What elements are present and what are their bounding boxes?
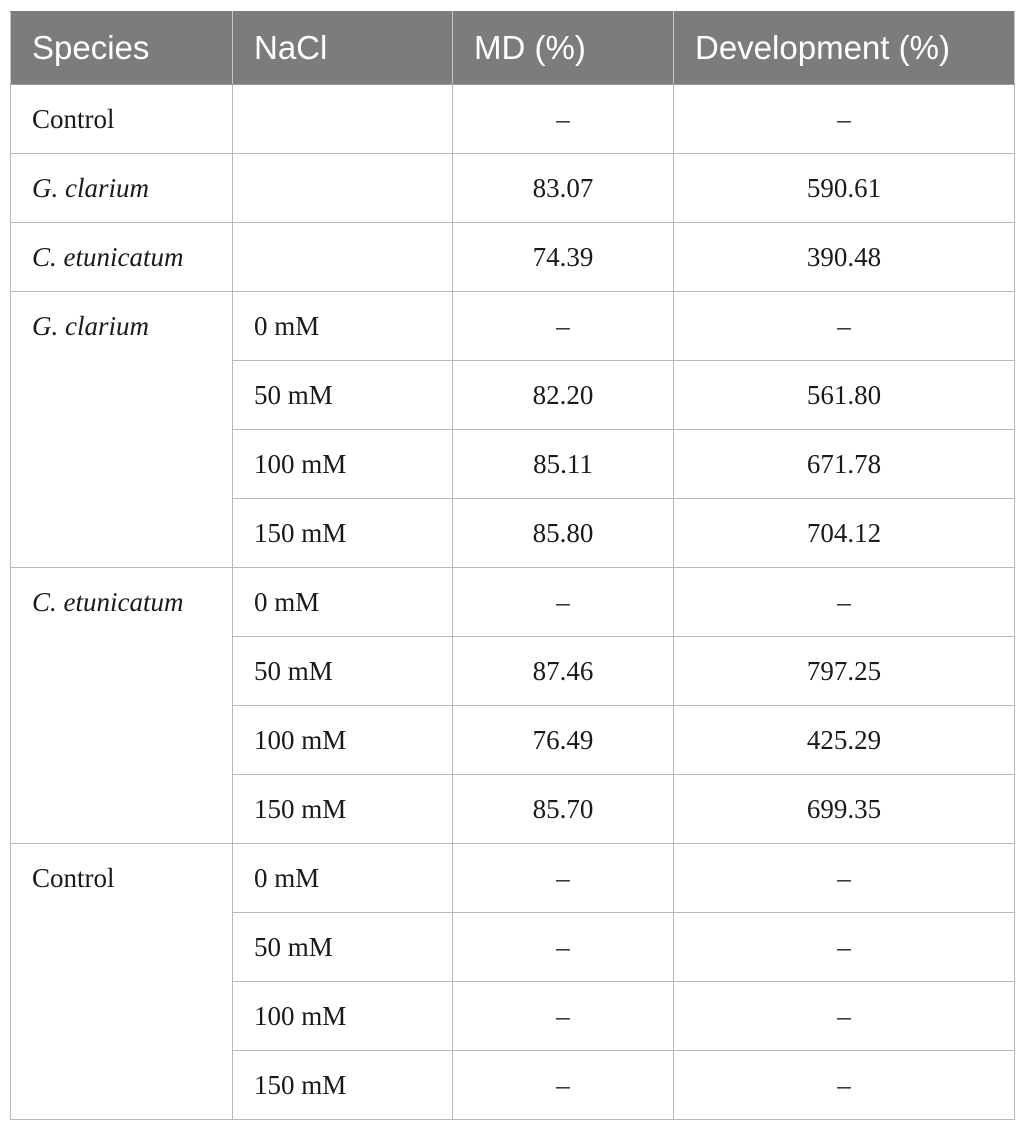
cell-species: C. etunicatum [11,223,233,292]
cell-md: 76.49 [453,706,674,775]
cell-species: G. clarium [11,154,233,223]
cell-species: G. clarium [11,292,233,568]
cell-development: – [674,85,1015,154]
cell-development: 671.78 [674,430,1015,499]
table-header [11,12,1015,85]
cell-nacl [233,223,453,292]
table-row [11,85,1015,154]
cell-development: 699.35 [674,775,1015,844]
cell-md: – [453,1051,674,1120]
cell-nacl: 50 mM [233,637,453,706]
cell-nacl: 150 mM [233,1051,453,1120]
cell-md: 87.46 [453,637,674,706]
cell-development: – [674,913,1015,982]
table-row [11,844,1015,913]
cell-nacl: 50 mM [233,361,453,430]
cell-nacl [233,85,453,154]
cell-md: 74.39 [453,223,674,292]
cell-nacl: 0 mM [233,292,453,361]
header-md: MD (%) [453,12,674,85]
cell-development: 704.12 [674,499,1015,568]
cell-md: 85.80 [453,499,674,568]
data-table-container [10,11,1014,1120]
cell-md: – [453,292,674,361]
cell-development: 590.61 [674,154,1015,223]
cell-md: 83.07 [453,154,674,223]
header-row [11,12,1015,85]
header-species: Species [11,12,233,85]
cell-species: Control [11,844,233,1120]
cell-md: – [453,913,674,982]
cell-nacl: 0 mM [233,568,453,637]
results-table [10,11,1015,1120]
cell-development: – [674,844,1015,913]
table-row [11,568,1015,637]
table-row [11,292,1015,361]
cell-development: – [674,292,1015,361]
header-development: Development (%) [674,12,1015,85]
table-body [11,85,1015,1120]
cell-nacl: 100 mM [233,706,453,775]
cell-nacl: 0 mM [233,844,453,913]
cell-nacl: 150 mM [233,775,453,844]
cell-md: 82.20 [453,361,674,430]
cell-md: 85.70 [453,775,674,844]
cell-nacl: 100 mM [233,430,453,499]
cell-development: – [674,982,1015,1051]
header-nacl: NaCl [233,12,453,85]
cell-development: 390.48 [674,223,1015,292]
cell-md: – [453,568,674,637]
table-row [11,223,1015,292]
cell-md: 85.11 [453,430,674,499]
cell-md: – [453,844,674,913]
cell-md: – [453,85,674,154]
cell-species: Control [11,85,233,154]
cell-development: 797.25 [674,637,1015,706]
cell-nacl: 150 mM [233,499,453,568]
cell-development: – [674,568,1015,637]
cell-nacl: 50 mM [233,913,453,982]
cell-development: – [674,1051,1015,1120]
cell-nacl: 100 mM [233,982,453,1051]
cell-md: – [453,982,674,1051]
cell-development: 425.29 [674,706,1015,775]
table-row [11,154,1015,223]
cell-nacl [233,154,453,223]
cell-species: C. etunicatum [11,568,233,844]
cell-development: 561.80 [674,361,1015,430]
